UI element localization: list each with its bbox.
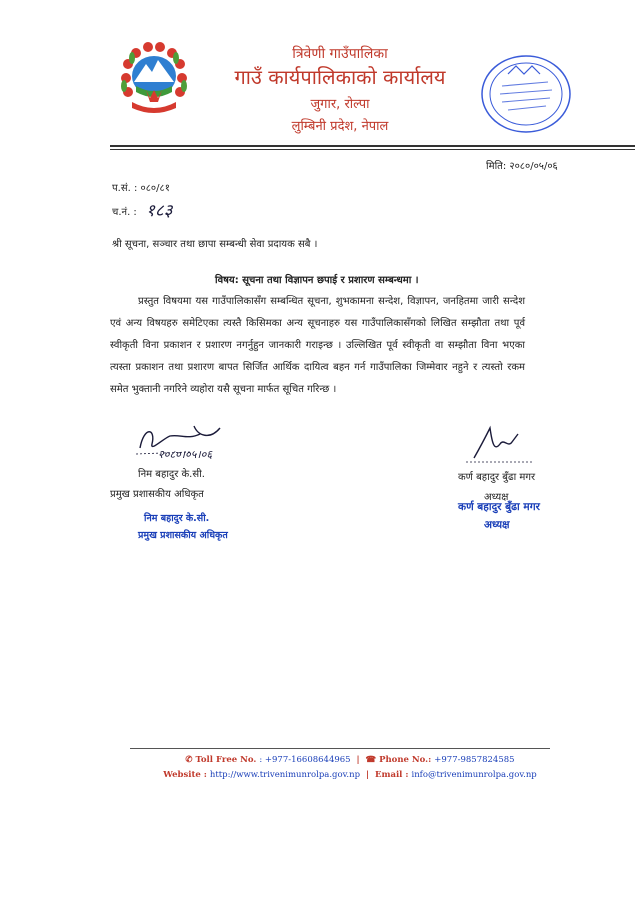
header-rule-thin — [110, 149, 635, 150]
recipient-line: श्री सूचना, सञ्चार तथा छापा सम्बन्धी सेवा प्रदायक सबै । — [112, 239, 318, 250]
left-signatory-name: निम बहादुर के.सी. — [138, 469, 205, 480]
header-line-4: लुम्बिनी प्रदेश, नेपाल — [291, 119, 389, 134]
office-seal-icon — [478, 52, 574, 136]
header-rule-thick — [110, 145, 635, 147]
dispatch-number-label: च.नं. : — [112, 207, 137, 218]
phone-label: Phone No.: — [379, 755, 432, 765]
left-stamp-name: निम बहादुर के.सी. — [144, 513, 210, 524]
right-signature-icon — [466, 424, 536, 464]
right-signatory-name: कर्ण बहादुर बुँढा मगर — [458, 472, 536, 483]
email-link[interactable]: info@trivenimunrolpa.gov.np — [411, 770, 537, 780]
left-stamp-title: प्रमुख प्रशासकीय अधिकृत — [138, 530, 228, 541]
right-stamp-title: अध्यक्ष — [484, 519, 510, 531]
tollfree-value: : +977-16608644965 — [259, 755, 351, 765]
letter-body: प्रस्तुत विषयमा यस गाउँपालिकासँग सम्बन्धित सूचना, शुभकामना सन्देश, विज्ञापन, जनहितमा जारी सन्देश एवं अन्य विषयहरु समेटिएका त्यस्तै किसिमका अन्य सूचनाहरु यस गाउँपालिकासँगको लिखित सम्झौता तथा पूर्व स्वीकृती विना प्रकाशन र प्रशारण नगर्नुहुन जानकारी गराइन्छ । उल्लिखित पूर्व स्वीकृती वा सम्झौता विना भएका त्यस्ता प्रकाशन तथा प्रशारण बापत सिर्जित आर्थिक दायित्व बहन गर्न गाउँपालिका जिम्मेवार नहुने र त्यस्तो रकम समेत भुक्तानी नगरिने व्यहोरा यसै सूचना मार्फत सूचित गरिन्छ । — [110, 296, 525, 395]
phone-value: +977-9857824585 — [434, 755, 515, 765]
right-signatory-title: अध्यक्ष — [484, 492, 509, 503]
header-line-1: त्रिवेणी गाउँपालिका — [292, 46, 388, 62]
footer-rule — [130, 748, 550, 749]
letter-date: मिति: २०८०/०५/०६ — [486, 161, 558, 172]
footer-line-2: Website : http://www.trivenimunrolpa.gov.np | Email : info@trivenimunrolpa.gov.np — [163, 770, 537, 780]
header-line-2: गाउँ कार्यपालिकाको कार्यालय — [234, 65, 446, 89]
emblem-icon — [118, 42, 190, 116]
phone-icon: ✆ — [185, 755, 193, 765]
email-label: Email : — [374, 770, 409, 780]
website-link[interactable]: http://www.trivenimunrolpa.gov.np — [209, 770, 361, 780]
left-signatory-title: प्रमुख प्रशासकीय अधिकृत — [110, 489, 204, 500]
subject-line: विषय: सूचना तथा विज्ञापन छपाई र प्रशारण सम्बन्धमा । — [215, 275, 419, 286]
left-signature-date: २०८०।०५।०६ — [158, 448, 213, 461]
footer-line-1: ✆ Toll Free No. : +977-16608644965 | ☎ Phone No.: +977-9857824585 — [185, 755, 515, 765]
dispatch-number-handwritten: १८३ — [146, 201, 173, 221]
tollfree-label: Toll Free No. — [195, 755, 257, 765]
header-line-3: जुगार, रोल्पा — [310, 97, 370, 112]
website-label: Website : — [163, 770, 207, 780]
right-stamp-name: कर्ण बहादुर बुँढा मगर — [458, 501, 540, 513]
telephone-icon: ☎ — [365, 755, 377, 765]
reference-number: प.सं. : ०८०/८१ — [112, 183, 170, 194]
